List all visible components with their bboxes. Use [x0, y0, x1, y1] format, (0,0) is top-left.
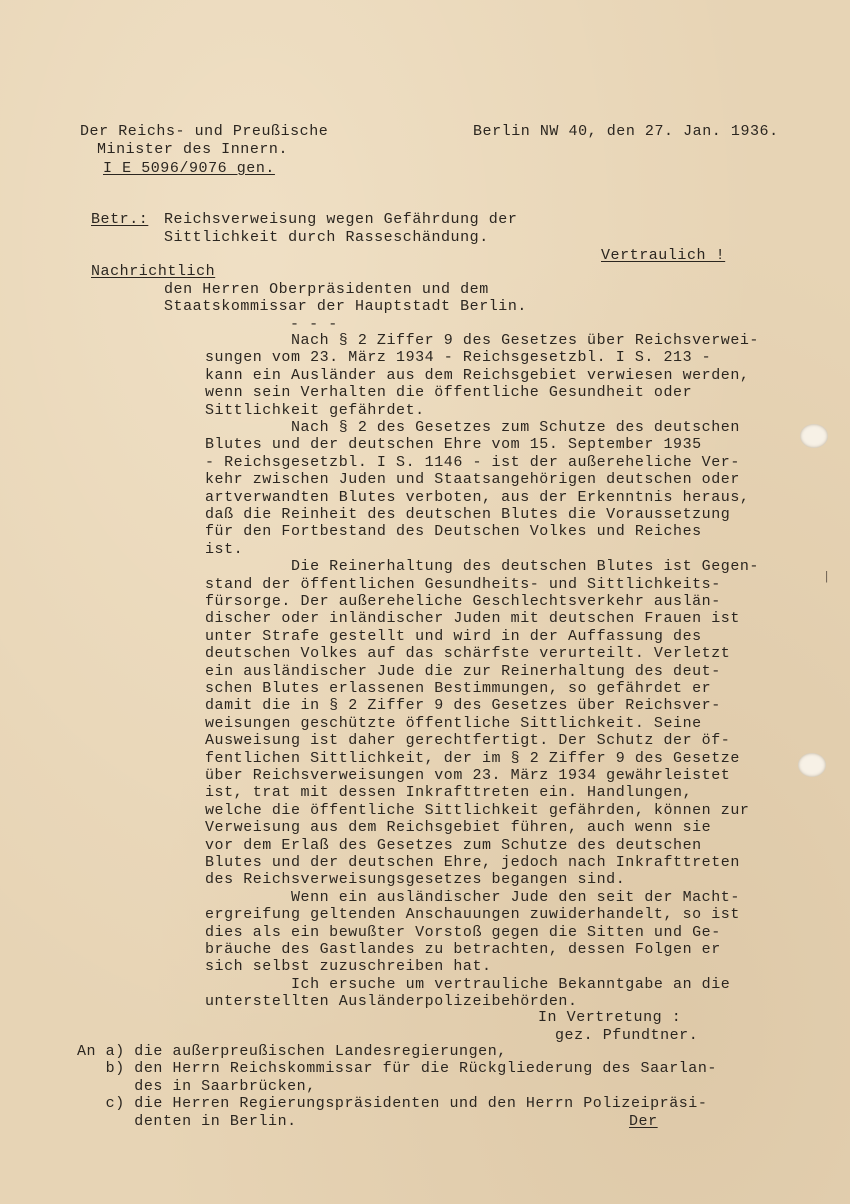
body-line: für den Fortbestand des Deutschen Volkes und Reiches: [205, 523, 702, 541]
body-line: stand der öffentlichen Gesundheits- und Sittlichkeits-: [205, 575, 721, 593]
subject-label: Betr.:: [91, 211, 149, 228]
place-date: Berlin NW 40, den 27. Jan. 1936.: [473, 123, 779, 140]
body-line: Nach § 2 des Gesetzes zum Schutze des deutschen: [205, 419, 740, 436]
addressee-line: c) die Herren Regierungspräsidenten und den Herrn Polizeipräsi-: [77, 1095, 708, 1113]
body-line: ist.: [205, 540, 244, 558]
body-line: ergreifung geltenden Anschauungen zuwiderhandelt, so ist: [205, 906, 740, 924]
body-line: dies als ein bewußter Vorstoß gegen die Sitten und Ge-: [205, 923, 721, 941]
body-line: Nach § 2 Ziffer 9 des Gesetzes über Reichsverwei-: [205, 332, 759, 349]
body-line: Ausweisung ist daher gerechtfertigt. Der Schutz der öf-: [205, 732, 731, 750]
addressee-line: des in Saarbrücken,: [77, 1077, 316, 1095]
body-line: vor dem Erlaß des Gesetzes zum Schutze des deutschen: [205, 836, 702, 854]
addressee-line: denten in Berlin.: [77, 1112, 297, 1130]
classification-mark: Vertraulich !: [601, 247, 726, 264]
body-line: Wenn ein ausländischer Jude den seit der Macht-: [205, 888, 740, 906]
body-line: damit die in § 2 Ziffer 9 des Gesetzes über Reichsver-: [205, 697, 721, 715]
distribution-line-2: Staatskommissar der Hauptstadt Berlin.: [164, 298, 527, 315]
body-line: bräuche des Gastlandes zu betrachten, dessen Folgen er: [205, 941, 721, 958]
body-line: unter Strafe gestellt und wird in der Auffassung des: [205, 627, 702, 645]
body-line: ist, trat mit dessen Inkrafttreten ein. Handlungen,: [205, 784, 693, 802]
body-line: Blutes und der deutschen Ehre, jedoch nach Inkrafttreten: [205, 854, 740, 871]
body-line: fürsorge. Der außereheliche Geschlechtsverkehr auslän-: [205, 593, 721, 610]
continuation-word: Der: [629, 1113, 658, 1130]
distribution-line-1: den Herren Oberpräsidenten und dem: [164, 281, 489, 298]
addressee-line: b) den Herrn Reichskommissar für die Rückgliederung des Saarlan-: [77, 1060, 717, 1078]
body-line: Blutes und der deutschen Ehre vom 15. September 1935: [205, 436, 702, 454]
body-line: weisungen geschützte öffentliche Sittlichkeit. Seine: [205, 714, 702, 732]
signature-line-1: In Vertretung :: [538, 1009, 682, 1026]
body-line: Die Reinerhaltung des deutschen Blutes ist Gegen-: [205, 558, 759, 576]
subject-line-1: Reichsverweisung wegen Gefährdung der: [164, 211, 518, 228]
body-line: wenn sein Verhalten die öffentliche Gesundheit oder: [205, 384, 693, 402]
body-line: sich selbst zuzuschreiben hat.: [205, 958, 492, 976]
punch-hole-bottom: [798, 753, 826, 777]
body-line: Sittlichkeit gefährdet.: [205, 401, 425, 419]
body-line: fentlichen Sittlichkeit, der im § 2 Ziffer 9 des Gesetze: [205, 749, 740, 767]
body-line: discher oder inländischer Juden mit deutschen Frauen ist: [205, 610, 740, 628]
body-line: welche die öffentliche Sittlichkeit gefährden, können zur: [205, 801, 750, 819]
sender-line-1: Der Reichs- und Preußische: [80, 123, 329, 140]
body-line: kann ein Ausländer aus dem Reichsgebiet verwiesen werden,: [205, 366, 750, 384]
body-line: artverwandten Blutes verboten, aus der Erkenntnis heraus,: [205, 488, 750, 506]
file-reference: I E 5096/9076 gen.: [103, 160, 275, 177]
body-line: deutschen Volkes auf das schärfste verurteilt. Verletzt: [205, 645, 731, 663]
addressee-line: An a) die außerpreußischen Landesregierungen,: [77, 1043, 507, 1060]
body-line: daß die Reinheit des deutschen Blutes die Voraussetzung: [205, 506, 731, 523]
body-line: schen Blutes erlassenen Bestimmungen, so gefährdet er: [205, 680, 712, 697]
body-line: kehr zwischen Juden und Staatsangehörigen deutschen oder: [205, 471, 740, 489]
subject-line-2: Sittlichkeit durch Rasseschändung.: [164, 229, 489, 246]
body-line: unterstellten Ausländerpolizeibehörden.: [205, 993, 578, 1011]
body-line: des Reichsverweisungsgesetzes begangen sind.: [205, 871, 626, 889]
body-line: sungen vom 23. März 1934 - Reichsgesetzbl. I S. 213 -: [205, 349, 712, 367]
body-line: - Reichsgesetzbl. I S. 1146 - ist der außereheliche Ver-: [205, 453, 740, 471]
body-line: Ich ersuche um vertrauliche Bekanntgabe an die: [205, 975, 731, 993]
distribution-label: Nachrichtlich: [91, 263, 216, 280]
margin-tick: |: [823, 570, 831, 584]
body-line: ein ausländischer Jude die zur Reinerhaltung des deut-: [205, 662, 721, 680]
sender-line-2: Minister des Innern.: [97, 141, 289, 158]
body-line: Verweisung aus dem Reichsgebiet führen, auch wenn sie: [205, 819, 712, 837]
signature-line-2: gez. Pfundtner.: [555, 1027, 699, 1044]
punch-hole-top: [800, 424, 828, 448]
body-line: über Reichsverweisungen vom 23. März 1934 gewährleistet: [205, 767, 731, 784]
separator: - - -: [290, 316, 338, 333]
